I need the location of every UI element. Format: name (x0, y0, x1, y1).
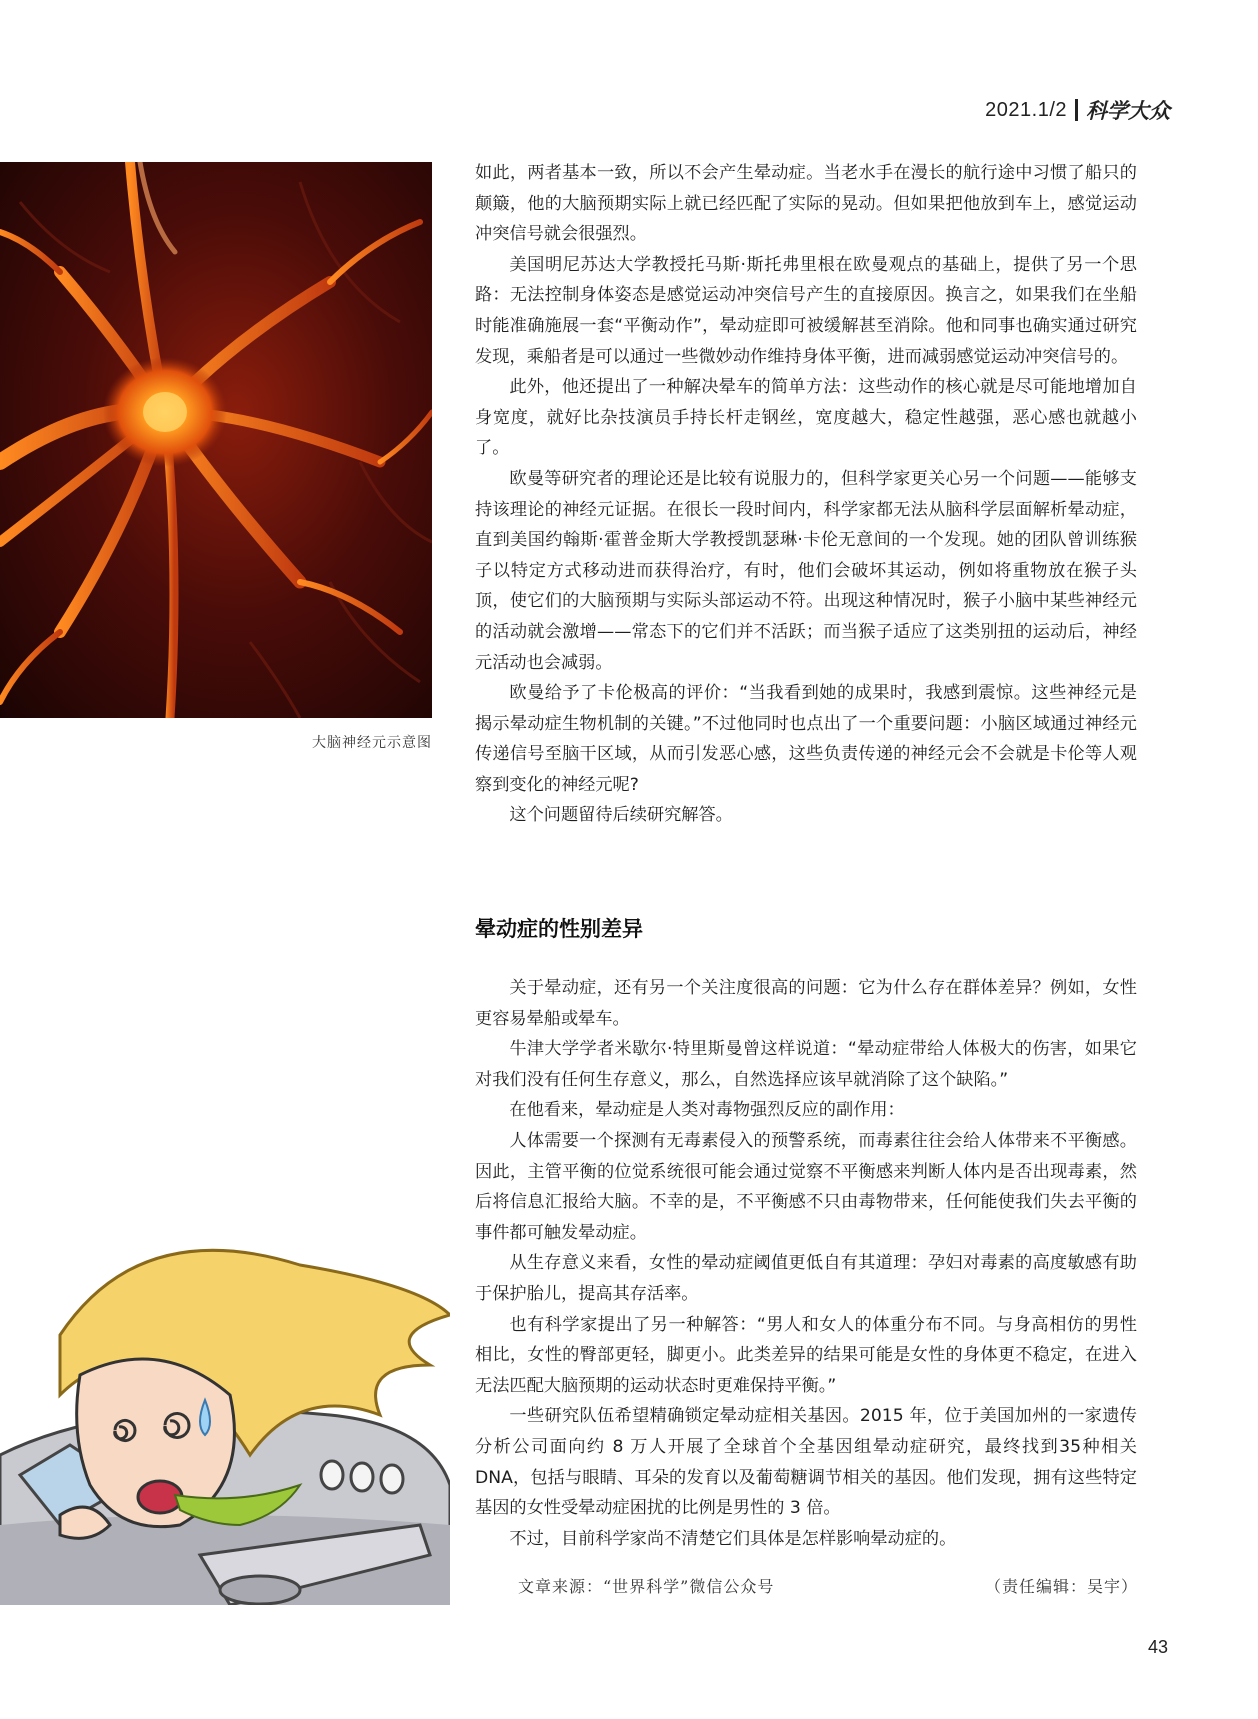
paragraph: 人体需要一个探测有无毒素侵入的预警系统，而毒素往往会给人体带来不平衡感。因此，主管平衡的位觉系统很可能会通过觉察不平衡感来判断人体内是否出现毒素，然后将信息汇报给大脑。不幸的是，不平衡感不只由毒物带来，任何能使我们失去平衡的事件都可触发晕动症。 (475, 1130, 1137, 1243)
paragraph: 一些研究队伍希望精确锁定晕动症相关基因。2015 年，位于美国加州的一家遗传分析公司面向约 8 万人开展了全球首个全基因组晕动症研究，最终找到35种相关DNA，包括与眼睛、耳朵的发育以及葡萄糖调节相关的基因。他们发现，拥有这些特定基因的女性受晕动症困扰的比例是男性的 3 倍。 (475, 1406, 1137, 1519)
paragraph: 关于晕动症，还有另一个关注度很高的问题：它为什么存在群体差异？例如，女性更容易晕船或晕车。 (475, 978, 1137, 1029)
article-source-line (518, 1574, 1138, 1597)
magazine-logo: 科学大众 (1086, 98, 1170, 123)
paragraph: 欧曼给予了卡伦极高的评价：“当我看到她的成果时，我感到震惊。这些神经元是揭示晕动症生物机制的关键。”不过他同时也点出了一个重要问题：小脑区域通过神经元传递信号至脑干区域，从而引发恶心感，这些负责传递的神经元会不会就是卡伦等人观察到变化的神经元呢? (475, 683, 1137, 795)
paragraph: 此外，他还提出了一种解决晕车的简单方法：这些动作的核心就是尽可能地增加自身宽度，就好比杂技演员手持长杆走钢丝，宽度越大，稳定性越强，恶心感也就越小了。 (475, 377, 1137, 459)
responsible-editor: （责任编辑：吴宇） (984, 1577, 1138, 1596)
airsick-cartoon-image (0, 1225, 450, 1605)
paragraph: 在他看来，晕动症是人类对毒物强烈反应的副作用： (509, 1100, 905, 1121)
paragraph: 如此，两者基本一致，所以不会产生晕动症。当老水手在漫长的航行途中习惯了船只的颠簸，他的大脑预期实际上就已经匹配了实际的晃动。但如果把他放到车上，感觉运动冲突信号就会很强烈。 (475, 163, 1137, 245)
paragraph: 美国明尼苏达大学教授托马斯·斯托弗里根在欧曼观点的基础上，提供了另一个思路：无法控制身体姿态是感觉运动冲突信号产生的直接原因。换言之，如果我们在坐船时能准确施展一套“平衡动作”，晕动症即可被缓解甚至消除。他和同事也确实通过研究发现，乘船者是可以通过一些微妙动作维持身体平衡，进而减弱感觉运动冲突信号的。 (475, 254, 1137, 367)
neuron-image (0, 162, 432, 718)
article-body-bottom (475, 973, 1137, 1554)
paragraph: 也有科学家提出了另一种解答：“男人和女人的体重分布不同。与身高相仿的男性相比，女性的臀部更轻，脚更小。此类差异的结果可能是女性的身体更不稳定，在进入无法匹配大脑预期的运动状态时更难保持平衡。” (475, 1314, 1137, 1396)
header-divider (1075, 99, 1078, 121)
page-header (985, 95, 1170, 125)
article-body-top (475, 158, 1137, 831)
paragraph: 这个问题留待后续研究解答。 (509, 805, 733, 826)
article-source: 文章来源：“世界科学”微信公众号 (518, 1577, 775, 1596)
section-heading: 晕动症的性别差异 (475, 917, 643, 941)
paragraph: 欧曼等研究者的理论还是比较有说服力的，但科学家更关心另一个问题——能够支持该理论的神经元证据。在很长一段时间内，科学家都无法从脑科学层面解析晕动症，直到美国约翰斯·霍普金斯大学教授凯瑟琳·卡伦无意间的一个发现。她的团队曾训练猴子以特定方式移动进而获得治疗，有时，他们会破坏其运动，例如将重物放在猴子头顶，使它们的大脑预期与实际头部运动不符。出现这种情况时，猴子小脑中某些神经元的活动就会激增——常态下的它们并不活跃；而当猴子适应了这类别扭的运动后，神经元活动也会减弱。 (475, 468, 1137, 673)
page-number: 43 (1147, 1637, 1168, 1657)
paragraph: 牛津大学学者米歇尔·特里斯曼曾这样说道：“晕动症带给人体极大的伤害，如果它对我们没有任何生存意义，那么，自然选择应该早就消除了这个缺陷。” (475, 1039, 1137, 1090)
paragraph: 从生存意义来看，女性的晕动症阈值更低自有其道理：孕妇对毒素的高度敏感有助于保护胎儿，提高其存活率。 (475, 1253, 1137, 1304)
issue-date: 2021.1/2 (985, 98, 1067, 121)
paragraph: 不过，目前科学家尚不清楚它们具体是怎样影响晕动症的。 (509, 1528, 957, 1549)
figure-caption: 大脑神经元示意图 (312, 735, 432, 751)
